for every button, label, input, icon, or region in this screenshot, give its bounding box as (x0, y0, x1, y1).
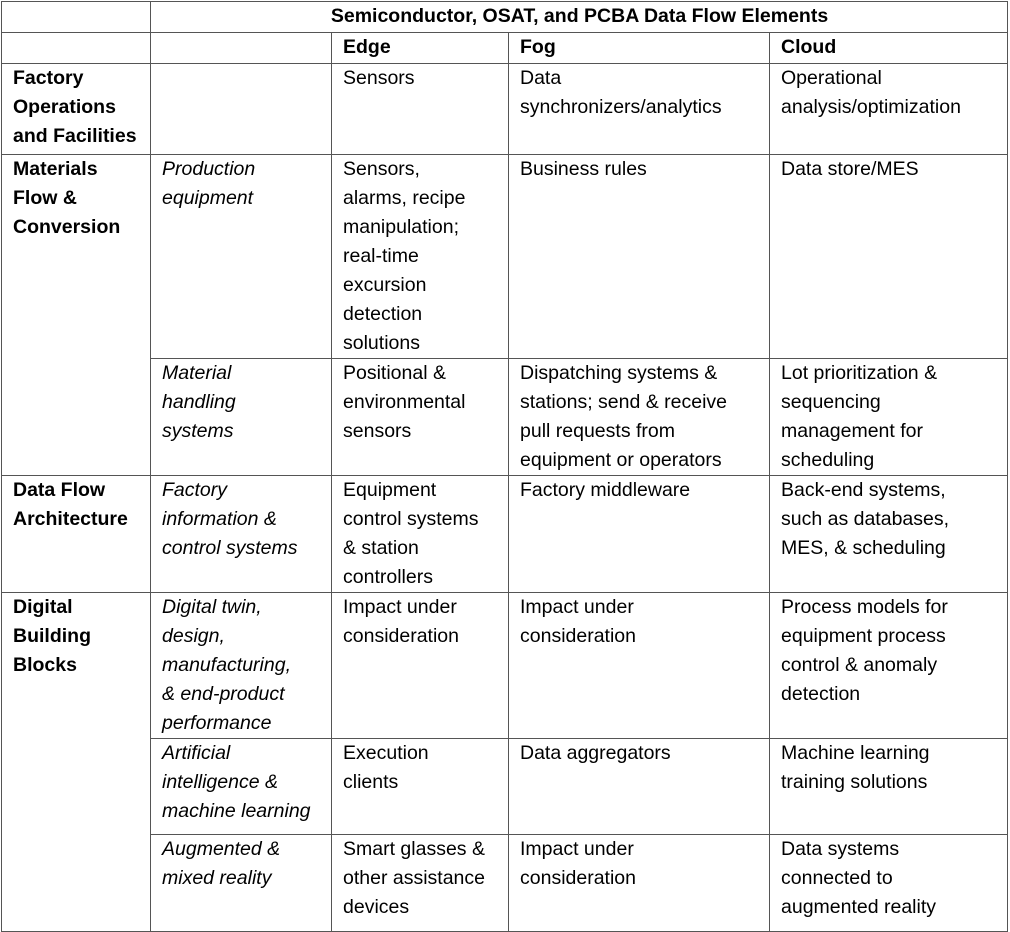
fog-cell: Data synchronizers/analytics (509, 64, 770, 155)
table-title: Semiconductor, OSAT, and PCBA Data Flow Elements (151, 2, 1008, 33)
subcategory-cell: Factory information & control systems (151, 476, 332, 593)
table-row (2, 593, 1008, 739)
section-label: Digital Building Blocks (2, 593, 151, 932)
cloud-cell: Data systems connected to augmented reality (770, 835, 1008, 932)
fog-cell: Factory middleware (509, 476, 770, 593)
data-flow-table (1, 1, 1008, 932)
table-row (2, 155, 1008, 359)
column-header-row (2, 33, 1008, 64)
subcategory-cell: Digital twin, design, manufacturing, & end-product performance (151, 593, 332, 739)
table-row (2, 739, 1008, 835)
edge-cell: Execution clients (332, 739, 509, 835)
cloud-cell: Operational analysis/optimization (770, 64, 1008, 155)
fog-cell: Impact under consideration (509, 593, 770, 739)
fog-cell: Impact under consideration (509, 835, 770, 932)
edge-cell: Smart glasses & other assistance devices (332, 835, 509, 932)
table-row (2, 476, 1008, 593)
title-row (2, 2, 1008, 33)
header-blank-cell (151, 33, 332, 64)
column-header-edge: Edge (332, 33, 509, 64)
subcategory-cell: Artificial intelligence & machine learning (151, 739, 332, 835)
table-row (2, 359, 1008, 476)
cloud-cell: Machine learning training solutions (770, 739, 1008, 835)
section-label: Materials Flow & Conversion (2, 155, 151, 476)
column-header-fog: Fog (509, 33, 770, 64)
corner-cell (2, 2, 151, 33)
column-header-cloud: Cloud (770, 33, 1008, 64)
edge-cell: Equipment control systems & station controllers (332, 476, 509, 593)
table-row (2, 64, 1008, 155)
subcategory-cell: Production equipment (151, 155, 332, 359)
fog-cell: Business rules (509, 155, 770, 359)
edge-cell: Positional & environmental sensors (332, 359, 509, 476)
edge-cell: Impact under consideration (332, 593, 509, 739)
subcategory-cell (151, 64, 332, 155)
edge-cell: Sensors (332, 64, 509, 155)
fog-cell: Data aggregators (509, 739, 770, 835)
fog-cell: Dispatching systems & stations; send & receive pull requests from equipment or operators (509, 359, 770, 476)
edge-cell: Sensors, alarms, recipe manipulation; real-time excursion detection solutions (332, 155, 509, 359)
cloud-cell: Data store/MES (770, 155, 1008, 359)
subcategory-cell: Augmented & mixed reality (151, 835, 332, 932)
header-blank-cell (2, 33, 151, 64)
section-label: Factory Operations and Facilities (2, 64, 151, 155)
cloud-cell: Lot prioritization & sequencing management for scheduling (770, 359, 1008, 476)
table-row (2, 835, 1008, 932)
cloud-cell: Process models for equipment process control & anomaly detection (770, 593, 1008, 739)
subcategory-cell: Material handling systems (151, 359, 332, 476)
cloud-cell: Back-end systems, such as databases, MES, & scheduling (770, 476, 1008, 593)
section-label: Data Flow Architecture (2, 476, 151, 593)
